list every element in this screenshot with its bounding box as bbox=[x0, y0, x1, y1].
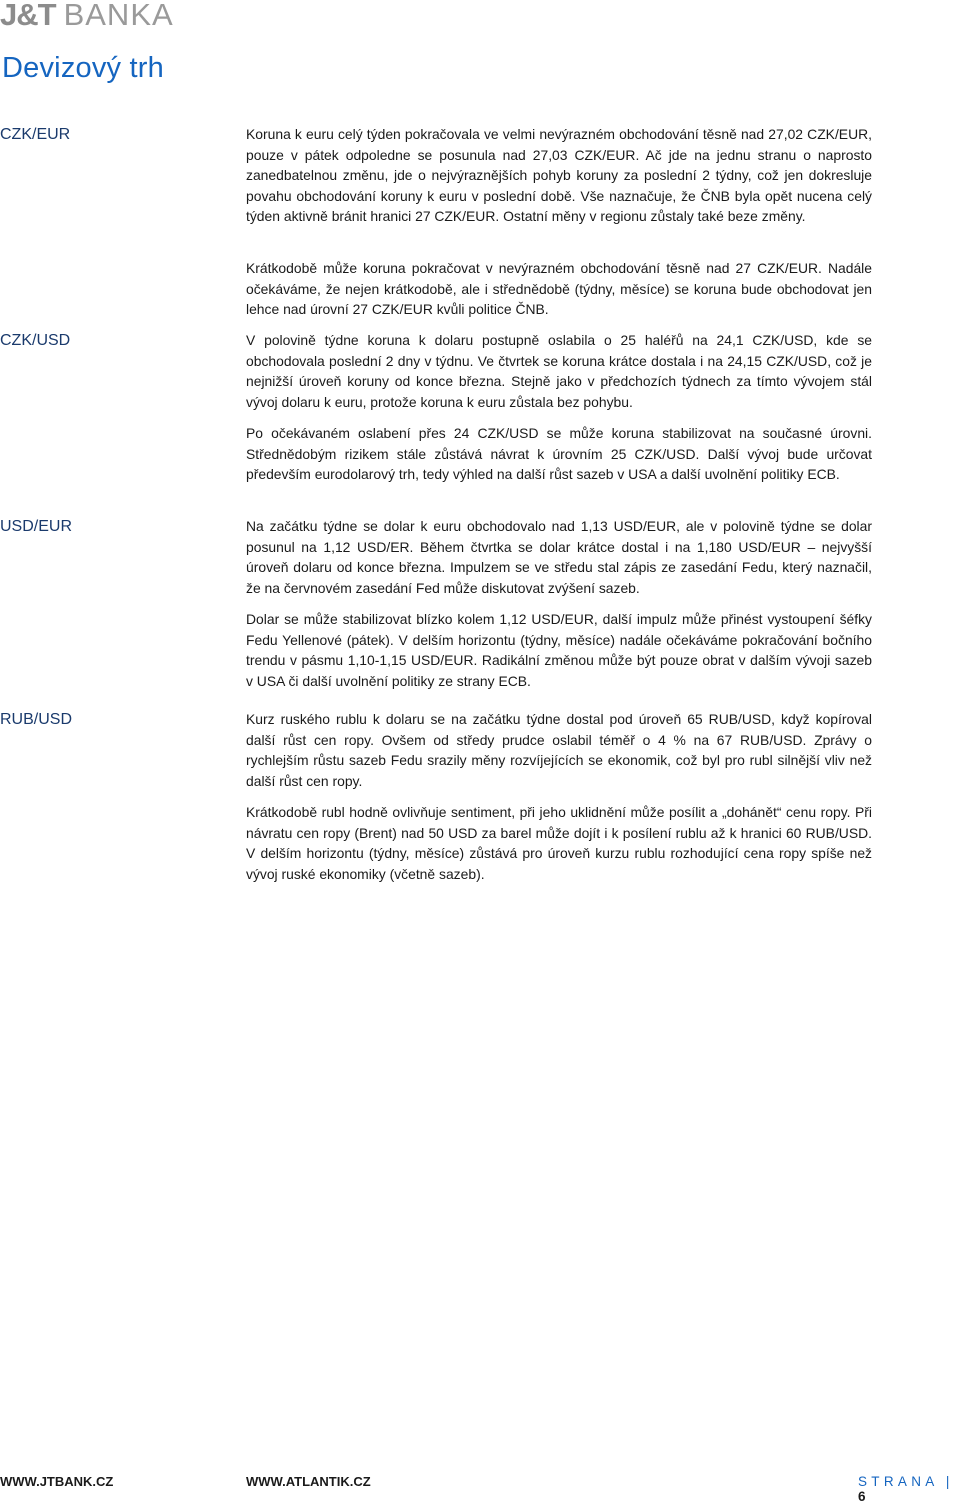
logo-banka: BANKA bbox=[63, 0, 174, 32]
rub-usd-paragraph-2: Krátkodobě rubl hodně ovlivňuje sentiment, při jeho uklidnění může posílit a „dohánět“ cenu ropy. Při návratu cen ropy (Brent) nad 50 USD za barel může dojít i k posílení rublu až k hranici 60 RUB/USD. V delším horizontu (týdny, měsíce) zůstává pro úroveň kurzu rublu rozhodující cena ropy spíše než vývoj ruské ekonomiky (včetně sazeb). bbox=[246, 804, 872, 882]
logo-jt: J&T bbox=[0, 0, 56, 32]
usd-eur-paragraph-1: Na začátku týdne se dolar k euru obchodovalo nad 1,13 USD/EUR, ale v polovině týdne se dolar posunul na 1,12 USD/ER. Během čtvrtka se dolar krátce dostal i na 1,180 USD/EUR – nejvyšší úroveň dolaru od konce března. Impulzem se ve středu stal zápis ze zasedání Fedu, který naznačil, že na červnovém zasedání Fed může diskutovat zvýšení sazeb. bbox=[246, 518, 872, 596]
usd-eur-paragraph-2: Dolar se může stabilizovat blízko kolem 1,12 USD/EUR, další impulz může přinést vystoupení šéfky Fedu Yellenové (pátek). V delším horizontu (týdny, měsíce) nadále očekáváme pokračování bočního trendu v pásmu 1,10-1,15 USD/EUR. Radikální změnou může být pouze obrat v dalším vývoji sazeb v USA či další uvolnění politiky ze strany ECB. bbox=[246, 611, 872, 689]
page-title: Devizový trh bbox=[2, 52, 164, 84]
czk-usd-paragraph-1: V polovině týdne koruna k dolaru postupně oslabila o 25 haléřů na 24,1 CZK/USD, kde se obchodovala poslední 2 dny v týdnu. Ve čtvrtek se koruna krátce dostala i na 24,15 CZK/USD, což je nejnižší úroveň koruny od konce března. Stejně jako v předchozích týdnech za tímto vývojem stál vývoj dolaru k euru, protože koruna k euru zůstala bez pohybu. bbox=[246, 332, 872, 410]
brand-logo bbox=[0, 0, 174, 30]
czk-eur-paragraph-2: Krátkodobě může koruna pokračovat v nevýrazném obchodování těsně nad 27 CZK/EUR. Nadále očekáváme, že nejen krátkodobě, ale i střednědobě (týdny, měsíce) se koruna bude obchodovat jen lehce nad úrovní 27 CZK/EUR kvůli politice ČNB. bbox=[246, 260, 872, 318]
rub-usd-paragraph-1: Kurz ruského rublu k dolaru se na začátku týdne dostal pod úroveň 65 RUB/USD, když kopíroval další růst cen ropy. Ovšem od středy prudce oslabil téměř o 4 % na 67 RUB/USD. Zprávy o rychlejším růstu sazeb Fedu srazily měny rozvíjejících se ekonomik, což byl pro rubl silnější vliv než další růst cen ropy. bbox=[246, 711, 872, 789]
footer-link-atlantik[interactable]: WWW.ATLANTIK.CZ bbox=[246, 1474, 371, 1489]
czk-usd-paragraph-2: Po očekávaném oslabení přes 24 CZK/USD se může koruna stabilizovat na současné úrovni. Střednědobým rizikem stále zůstává návrat k úrovním 25 CZK/USD. Další vývoj bude určovat především eurodolarový trh, tedy výhled na další růst sazeb v USA a další uvolnění politiky ECB. bbox=[246, 425, 872, 483]
page-indicator bbox=[858, 1474, 960, 1504]
section-label-rub-usd: RUB/USD bbox=[0, 711, 73, 728]
czk-eur-paragraph-1: Koruna k euru celý týden pokračovala ve velmi nevýrazném obchodování těsně nad 27,02 CZK/EUR, pouze v pátek odpoledne se posunula nad 27,03 CZK/EUR. Ač jde na jednu stranu o naprosto zanedbatelnou změnu, jde o nejvýraznějších pohyb koruny za poslední 2 týdny, což jen dokresluje povahu obchodování koruny k euru v poslední době. Vše naznačuje, že ČNB byla opět nucena celý týden aktivně bránit hranici 27 CZK/EUR. Ostatní měny v regionu zůstaly také beze změny. bbox=[246, 126, 872, 225]
page-word: STRANA bbox=[858, 1474, 938, 1489]
footer-link-jtbank[interactable]: WWW.JTBANK.CZ bbox=[0, 1474, 114, 1489]
page-separator: | bbox=[945, 1474, 954, 1489]
section-label-czk-eur: CZK/EUR bbox=[0, 126, 71, 143]
section-label-usd-eur: USD/EUR bbox=[0, 518, 73, 535]
page-number: 6 bbox=[858, 1489, 866, 1504]
section-label-czk-usd: CZK/USD bbox=[0, 332, 71, 349]
